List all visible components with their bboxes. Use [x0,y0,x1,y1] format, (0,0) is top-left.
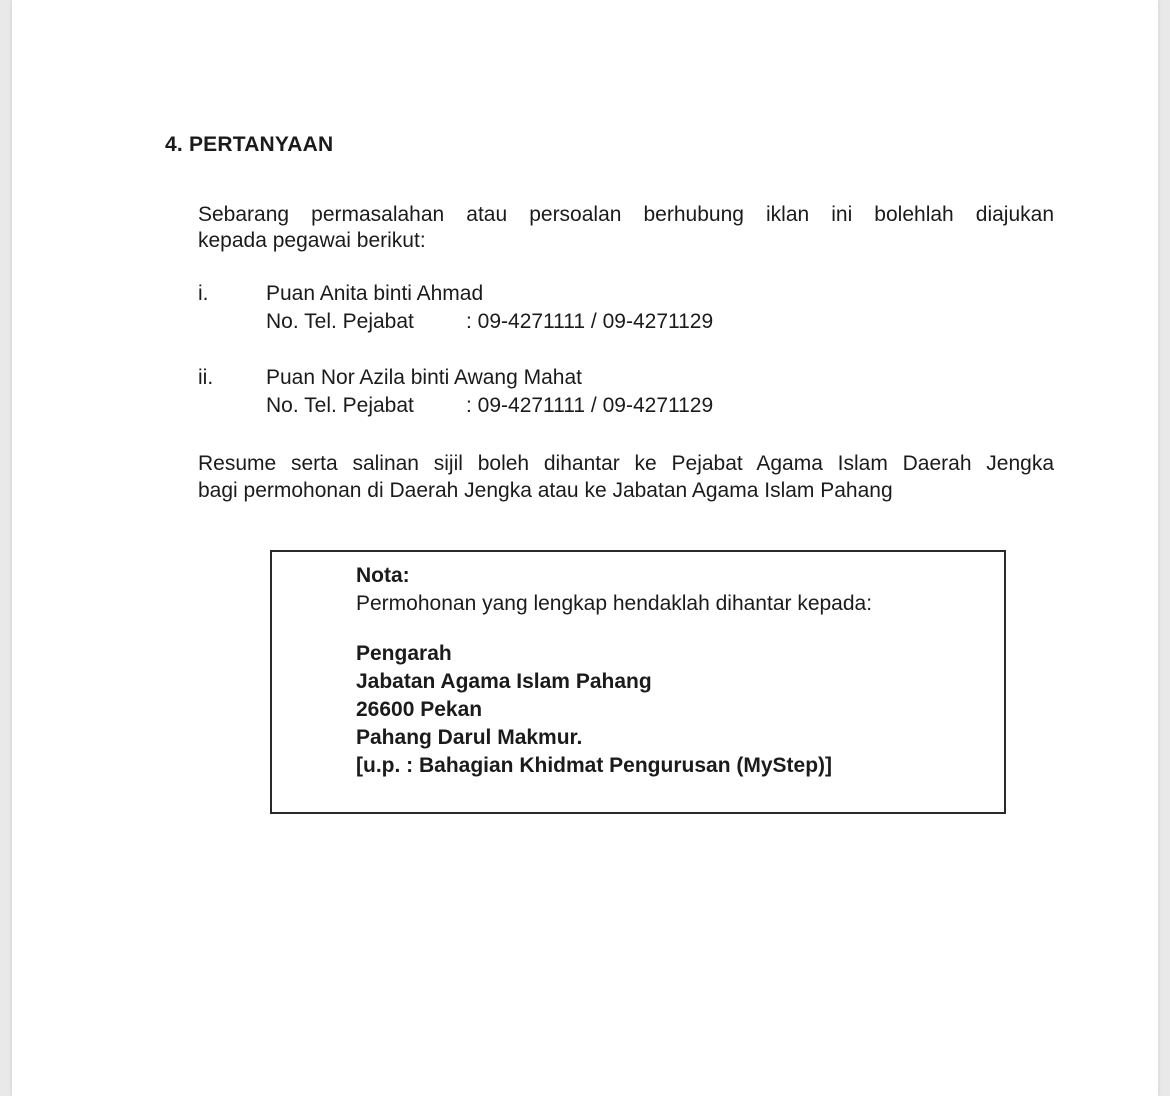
address-line: Pengarah [356,642,452,665]
nota-box [270,550,1006,814]
officer-name: Puan Anita binti Ahmad [266,282,484,305]
address-line: 26600 Pekan [356,698,483,721]
officer-number: i. [198,282,209,305]
officer-number: ii. [198,366,214,389]
officer-tel-value: : 09-4271111 / 09-4271129 [466,394,714,417]
mailing-address [356,640,872,780]
address-line: [u.p. : Bahagian Khidmat Pengurusan (MyStep)] [356,754,833,777]
intro-line-1: Sebarang permasalahan atau persoalan berhubung iklan ini bolehlah diajukan [198,203,1054,226]
resume-paragraph [198,450,1054,504]
officer-tel-label: No. Tel. Pejabat [266,394,414,417]
address-line: Pahang Darul Makmur. [356,726,583,749]
officer-tel-label: No. Tel. Pejabat [266,310,414,333]
officer-name: Puan Nor Azila binti Awang Mahat [266,366,582,389]
address-line: Jabatan Agama Islam Pahang [356,670,652,693]
officer-tel-value: : 09-4271111 / 09-4271129 [466,310,714,333]
section-heading: 4. PERTANYAAN [165,133,334,156]
resume-line-1: Resume serta salinan sijil boleh dihantar ke Pejabat Agama Islam Daerah Jengka [198,452,1054,475]
nota-text: Permohonan yang lengkap hendaklah dihantar kepada: [356,592,873,615]
document-page [12,0,1158,1096]
resume-line-2: bagi permohonan di Daerah Jengka atau ke Jabatan Agama Islam Pahang [198,479,893,502]
nota-title: Nota: [356,564,410,587]
intro-paragraph [198,202,1054,254]
intro-line-2: kepada pegawai berikut: [198,229,426,252]
